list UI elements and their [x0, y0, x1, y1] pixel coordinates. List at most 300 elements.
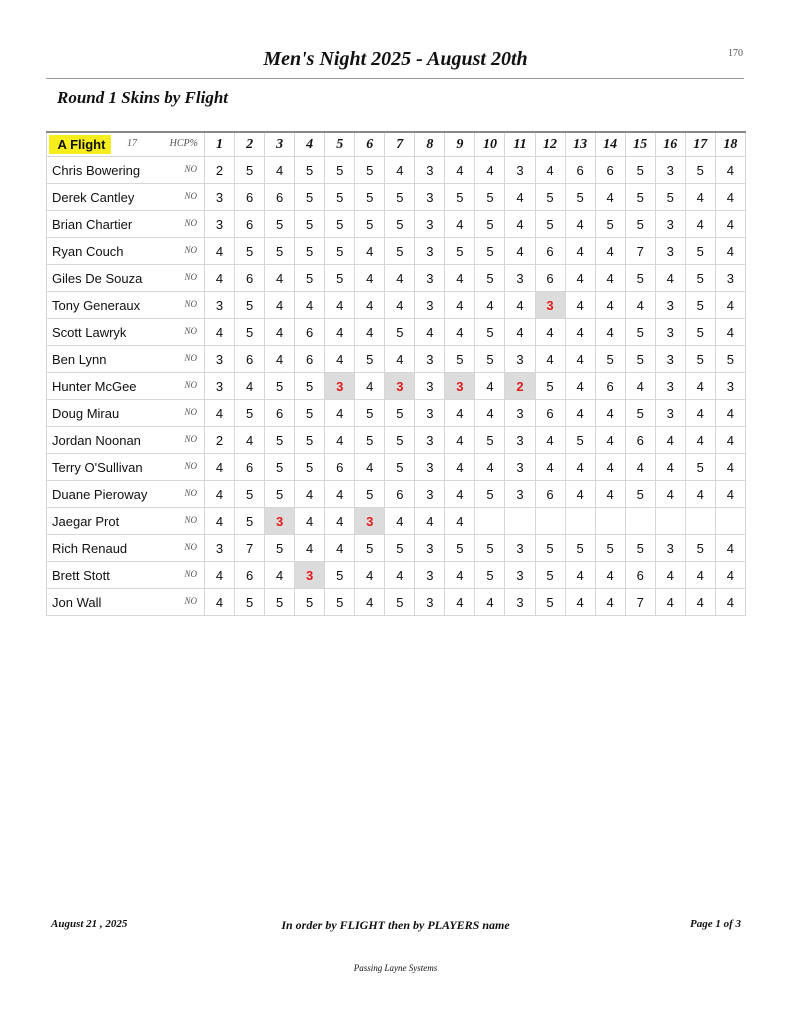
- score-cell: 4: [205, 508, 235, 535]
- score-cell: 4: [385, 265, 415, 292]
- score-cell: 5: [655, 184, 685, 211]
- table-row: [47, 211, 746, 238]
- footer-order-note: In order by FLIGHT then by PLAYERS name: [281, 918, 510, 932]
- table-row: [47, 184, 746, 211]
- score-cell: 5: [535, 211, 565, 238]
- score-cell: 3: [205, 346, 235, 373]
- score-cell: 5: [385, 238, 415, 265]
- score-cell: 5: [595, 211, 625, 238]
- hole-header: 10: [475, 132, 505, 157]
- score-cell: 5: [685, 346, 715, 373]
- score-cell: 4: [535, 427, 565, 454]
- score-cell: 5: [355, 400, 385, 427]
- score-cell: 5: [325, 265, 355, 292]
- document-title: Men's Night 2025 - August 20th: [263, 48, 528, 70]
- score-cell: 6: [535, 265, 565, 292]
- score-cell: 6: [265, 400, 295, 427]
- score-cell: 3: [505, 562, 535, 589]
- score-cell: 4: [535, 346, 565, 373]
- score-cell: 4: [475, 400, 505, 427]
- score-cell: 4: [565, 589, 595, 616]
- hole-header: 16: [655, 132, 685, 157]
- score-cell: 4: [595, 562, 625, 589]
- score-cell: 7: [625, 589, 655, 616]
- score-cell: 5: [535, 373, 565, 400]
- score-cell: 4: [685, 562, 715, 589]
- score-cell: 4: [715, 400, 745, 427]
- score-cell: 3: [505, 427, 535, 454]
- score-cell: 4: [565, 454, 595, 481]
- score-cell: 5: [295, 211, 325, 238]
- score-cell: 5: [685, 292, 715, 319]
- player-name: Giles De Souza: [52, 270, 143, 286]
- score-cell: 5: [265, 427, 295, 454]
- page-number: 170: [728, 48, 743, 59]
- table-row: [47, 157, 746, 184]
- score-cell: 3: [655, 400, 685, 427]
- score-cell: 5: [325, 238, 355, 265]
- score-cell: 4: [565, 319, 595, 346]
- score-cell: 5: [625, 319, 655, 346]
- score-cell: 5: [355, 535, 385, 562]
- score-cell: 4: [685, 184, 715, 211]
- score-cell: 3: [415, 562, 445, 589]
- score-cell: 4: [475, 589, 505, 616]
- score-cell: 4: [265, 265, 295, 292]
- score-cell: 4: [535, 454, 565, 481]
- score-cell: 4: [685, 211, 715, 238]
- score-cell: 4: [445, 400, 475, 427]
- score-cell: 5: [265, 481, 295, 508]
- score-cell: 4: [325, 508, 355, 535]
- score-cell: 6: [295, 319, 325, 346]
- score-cell: 5: [685, 265, 715, 292]
- score-cell: 4: [325, 427, 355, 454]
- table-row: [47, 400, 746, 427]
- table-row: [47, 346, 746, 373]
- score-cell: 4: [655, 454, 685, 481]
- player-cell: [47, 427, 205, 454]
- hole-header: 15: [625, 132, 655, 157]
- hole-header: 12: [535, 132, 565, 157]
- score-cell: 5: [445, 238, 475, 265]
- player-hcp: NO: [184, 596, 197, 606]
- score-cell: 5: [265, 373, 295, 400]
- score-cell: 5: [385, 400, 415, 427]
- score-cell: 4: [475, 454, 505, 481]
- score-cell: 3: [655, 292, 685, 319]
- score-cell: 3: [505, 157, 535, 184]
- player-name: Derek Cantley: [52, 189, 135, 205]
- score-cell: 4: [565, 400, 595, 427]
- score-cell: 3: [415, 265, 445, 292]
- skin-score-cell: 3: [445, 373, 475, 400]
- score-cell: 6: [625, 562, 655, 589]
- player-name: Ryan Couch: [52, 243, 124, 259]
- score-cell: 5: [445, 535, 475, 562]
- score-cell: 4: [265, 562, 295, 589]
- player-hcp: NO: [184, 245, 197, 255]
- score-cell: [505, 508, 535, 535]
- score-cell: 3: [505, 346, 535, 373]
- score-cell: 4: [595, 292, 625, 319]
- score-cell: 4: [355, 562, 385, 589]
- score-cell: [475, 508, 505, 535]
- player-name: Ben Lynn: [52, 351, 107, 367]
- score-cell: 4: [235, 373, 265, 400]
- score-cell: 4: [445, 427, 475, 454]
- score-cell: 4: [625, 292, 655, 319]
- score-cell: 4: [685, 427, 715, 454]
- score-cell: 5: [235, 157, 265, 184]
- score-cell: 5: [325, 211, 355, 238]
- player-hcp: NO: [184, 515, 197, 525]
- score-cell: 3: [505, 265, 535, 292]
- score-cell: 5: [325, 184, 355, 211]
- score-cell: 4: [505, 319, 535, 346]
- score-cell: 5: [355, 427, 385, 454]
- player-cell: [47, 535, 205, 562]
- score-cell: 4: [415, 319, 445, 346]
- score-cell: 5: [565, 427, 595, 454]
- skin-score-cell: 3: [535, 292, 565, 319]
- skin-score-cell: 3: [355, 508, 385, 535]
- table-row: [47, 562, 746, 589]
- score-cell: 5: [355, 157, 385, 184]
- score-cell: 4: [625, 454, 655, 481]
- score-cell: 5: [295, 265, 325, 292]
- score-cell: 4: [355, 292, 385, 319]
- score-cell: 4: [445, 292, 475, 319]
- score-cell: 5: [475, 319, 505, 346]
- score-cell: 3: [415, 454, 445, 481]
- score-cell: 5: [475, 184, 505, 211]
- player-name: Rich Renaud: [52, 540, 128, 556]
- score-cell: 4: [445, 562, 475, 589]
- score-cell: 5: [685, 535, 715, 562]
- table-body: [47, 157, 746, 616]
- score-cell: 3: [415, 535, 445, 562]
- score-cell: 4: [205, 400, 235, 427]
- score-cell: 4: [355, 589, 385, 616]
- table-row: [47, 292, 746, 319]
- player-hcp: NO: [184, 218, 197, 228]
- table-row: [47, 535, 746, 562]
- player-cell: [47, 589, 205, 616]
- score-cell: 6: [265, 184, 295, 211]
- score-cell: 4: [325, 346, 355, 373]
- player-hcp: NO: [184, 542, 197, 552]
- score-cell: 5: [625, 184, 655, 211]
- score-cell: 4: [325, 292, 355, 319]
- hole-header: 6: [355, 132, 385, 157]
- score-cell: 4: [415, 508, 445, 535]
- score-cell: 5: [355, 211, 385, 238]
- score-cell: 4: [655, 589, 685, 616]
- player-hcp: NO: [184, 164, 197, 174]
- score-cell: 3: [415, 400, 445, 427]
- score-cell: 3: [205, 211, 235, 238]
- score-cell: 4: [565, 292, 595, 319]
- score-cell: 5: [265, 454, 295, 481]
- player-cell: [47, 562, 205, 589]
- score-cell: 4: [235, 427, 265, 454]
- score-cell: 5: [295, 589, 325, 616]
- score-cell: 3: [415, 211, 445, 238]
- score-cell: 5: [565, 535, 595, 562]
- score-cell: 4: [715, 184, 745, 211]
- score-cell: 4: [505, 292, 535, 319]
- score-cell: 4: [595, 265, 625, 292]
- score-cell: 3: [415, 373, 445, 400]
- section-subtitle: Round 1 Skins by Flight: [57, 88, 229, 107]
- score-cell: 4: [325, 319, 355, 346]
- score-cell: 4: [685, 373, 715, 400]
- score-cell: 4: [265, 157, 295, 184]
- player-hcp: NO: [184, 461, 197, 471]
- score-cell: [715, 508, 745, 535]
- score-cell: 5: [325, 589, 355, 616]
- score-cell: 7: [625, 238, 655, 265]
- score-cell: 4: [205, 562, 235, 589]
- score-cell: 5: [235, 508, 265, 535]
- score-cell: 5: [385, 184, 415, 211]
- score-cell: 3: [415, 238, 445, 265]
- score-cell: 3: [415, 427, 445, 454]
- score-cell: 5: [595, 346, 625, 373]
- footer-page-indicator: Page 1 of 3: [689, 918, 741, 930]
- score-cell: 5: [265, 535, 295, 562]
- score-cell: [595, 508, 625, 535]
- skin-score-cell: 3: [265, 508, 295, 535]
- score-cell: 4: [445, 589, 475, 616]
- player-name: Jon Wall: [52, 594, 102, 610]
- score-cell: 4: [715, 238, 745, 265]
- score-cell: 3: [415, 157, 445, 184]
- score-cell: 4: [715, 562, 745, 589]
- skin-score-cell: 3: [295, 562, 325, 589]
- score-cell: 4: [715, 157, 745, 184]
- player-cell: [47, 508, 205, 535]
- score-cell: 6: [235, 211, 265, 238]
- score-cell: 5: [445, 184, 475, 211]
- score-cell: 5: [685, 454, 715, 481]
- score-cell: 5: [265, 589, 295, 616]
- score-cell: 4: [625, 373, 655, 400]
- score-cell: 5: [535, 562, 565, 589]
- score-cell: 5: [295, 238, 325, 265]
- player-hcp: NO: [184, 434, 197, 444]
- hole-header: 14: [595, 132, 625, 157]
- player-cell: [47, 157, 205, 184]
- player-cell: [47, 319, 205, 346]
- skin-score-cell: 3: [325, 373, 355, 400]
- score-cell: 4: [565, 265, 595, 292]
- flight-player-count: 17: [127, 138, 137, 149]
- flight-header-cell: [47, 132, 205, 157]
- score-cell: 5: [475, 562, 505, 589]
- score-cell: 4: [205, 238, 235, 265]
- skins-table: [46, 131, 746, 616]
- score-cell: [625, 508, 655, 535]
- score-cell: 6: [625, 427, 655, 454]
- score-cell: 4: [565, 211, 595, 238]
- player-name: Doug Mirau: [52, 405, 120, 421]
- score-cell: 5: [385, 211, 415, 238]
- score-cell: 5: [295, 400, 325, 427]
- hole-header: 13: [565, 132, 595, 157]
- hole-header: 5: [325, 132, 355, 157]
- player-hcp: NO: [184, 299, 197, 309]
- score-cell: 5: [475, 265, 505, 292]
- footer-date: August 21 , 2025: [51, 918, 128, 930]
- score-cell: 5: [265, 211, 295, 238]
- flight-name-badge: A Flight: [49, 135, 111, 154]
- score-cell: 4: [475, 292, 505, 319]
- score-cell: 4: [265, 346, 295, 373]
- score-cell: 3: [505, 481, 535, 508]
- score-cell: 6: [235, 184, 265, 211]
- score-cell: 4: [535, 319, 565, 346]
- score-cell: 5: [235, 400, 265, 427]
- score-cell: 4: [565, 373, 595, 400]
- score-cell: 5: [445, 346, 475, 373]
- score-cell: 5: [475, 211, 505, 238]
- score-cell: 4: [355, 319, 385, 346]
- score-cell: 5: [535, 184, 565, 211]
- score-cell: 5: [235, 319, 265, 346]
- score-cell: 4: [595, 400, 625, 427]
- player-hcp: NO: [184, 326, 197, 336]
- score-cell: 5: [295, 157, 325, 184]
- score-cell: [685, 508, 715, 535]
- hole-header: 11: [505, 132, 535, 157]
- score-cell: 5: [535, 589, 565, 616]
- player-hcp: NO: [184, 191, 197, 201]
- score-cell: 5: [385, 535, 415, 562]
- score-cell: 4: [385, 562, 415, 589]
- hole-header: 8: [415, 132, 445, 157]
- score-cell: 5: [685, 319, 715, 346]
- score-cell: 2: [205, 427, 235, 454]
- skin-score-cell: 3: [385, 373, 415, 400]
- skin-score-cell: 2: [505, 373, 535, 400]
- score-cell: 5: [685, 157, 715, 184]
- score-cell: 6: [235, 346, 265, 373]
- score-cell: 5: [355, 346, 385, 373]
- score-cell: 3: [655, 319, 685, 346]
- score-cell: 4: [355, 454, 385, 481]
- score-cell: 3: [655, 373, 685, 400]
- score-cell: 4: [685, 400, 715, 427]
- score-cell: 5: [475, 535, 505, 562]
- score-cell: 6: [565, 157, 595, 184]
- score-cell: 4: [595, 238, 625, 265]
- score-cell: 3: [205, 373, 235, 400]
- score-cell: 4: [715, 481, 745, 508]
- score-cell: 4: [385, 346, 415, 373]
- hole-header: 9: [445, 132, 475, 157]
- score-cell: 4: [565, 238, 595, 265]
- table-row: [47, 427, 746, 454]
- score-cell: 4: [205, 454, 235, 481]
- player-cell: [47, 373, 205, 400]
- footer-company: Passing Layne Systems: [353, 963, 438, 973]
- score-cell: 6: [325, 454, 355, 481]
- score-cell: 4: [475, 373, 505, 400]
- player-hcp: NO: [184, 407, 197, 417]
- table-row: [47, 319, 746, 346]
- player-name: Duane Pieroway: [52, 486, 148, 502]
- table-header-row: [47, 132, 746, 157]
- score-cell: 3: [505, 589, 535, 616]
- score-cell: 3: [655, 157, 685, 184]
- score-cell: 4: [595, 481, 625, 508]
- score-cell: 3: [715, 265, 745, 292]
- score-cell: 2: [205, 157, 235, 184]
- score-cell: 6: [595, 373, 625, 400]
- score-cell: 5: [625, 265, 655, 292]
- score-cell: 4: [505, 184, 535, 211]
- score-cell: 4: [355, 238, 385, 265]
- score-cell: 3: [505, 454, 535, 481]
- score-cell: 4: [715, 211, 745, 238]
- score-cell: 5: [295, 373, 325, 400]
- score-cell: 5: [625, 400, 655, 427]
- score-cell: 6: [235, 454, 265, 481]
- score-cell: 4: [715, 427, 745, 454]
- score-cell: 4: [565, 562, 595, 589]
- score-cell: 3: [415, 481, 445, 508]
- score-cell: 5: [625, 157, 655, 184]
- score-cell: 4: [385, 292, 415, 319]
- player-hcp: NO: [184, 569, 197, 579]
- score-cell: 4: [595, 589, 625, 616]
- score-cell: 4: [715, 454, 745, 481]
- score-cell: 4: [205, 589, 235, 616]
- score-cell: [655, 508, 685, 535]
- score-cell: 5: [235, 238, 265, 265]
- score-cell: 4: [355, 373, 385, 400]
- score-cell: 3: [715, 373, 745, 400]
- score-cell: 4: [715, 292, 745, 319]
- score-cell: 4: [355, 265, 385, 292]
- score-cell: 3: [415, 346, 445, 373]
- score-cell: 4: [385, 508, 415, 535]
- score-cell: 5: [475, 346, 505, 373]
- score-cell: 3: [505, 400, 535, 427]
- score-cell: 3: [655, 238, 685, 265]
- score-cell: 3: [205, 292, 235, 319]
- score-cell: 5: [685, 238, 715, 265]
- score-cell: 6: [535, 481, 565, 508]
- score-cell: 4: [295, 292, 325, 319]
- score-cell: 4: [205, 265, 235, 292]
- hole-header: 18: [715, 132, 745, 157]
- score-cell: 3: [655, 211, 685, 238]
- score-cell: 4: [535, 157, 565, 184]
- hole-header: 3: [265, 132, 295, 157]
- player-name: Terry O'Sullivan: [52, 459, 143, 475]
- score-cell: 4: [565, 481, 595, 508]
- player-name: Brett Stott: [52, 567, 110, 583]
- player-cell: [47, 292, 205, 319]
- score-cell: 6: [235, 265, 265, 292]
- table-row: [47, 238, 746, 265]
- score-cell: 5: [235, 292, 265, 319]
- player-cell: [47, 454, 205, 481]
- score-cell: 4: [505, 211, 535, 238]
